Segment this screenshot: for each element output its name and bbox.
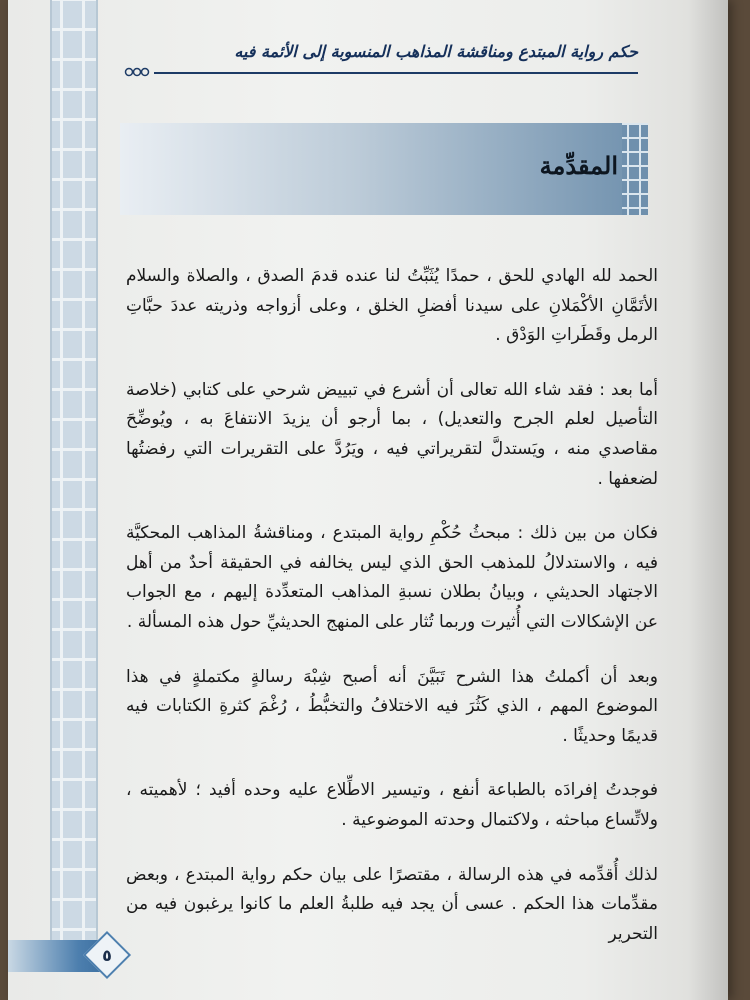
paragraph: لذلك أُقدِّمه في هذه الرسالة ، مقتصرًا على بيان حكم رواية المبتدع ، وبعض مقدِّمات هذا الحكم . عسى أن يجد فيه طلبةُ العلم ما كانوا يرغبون فيه من التحرير	[126, 864, 658, 944]
paragraph: وبعد أن أكملتُ هذا الشرح تَبَيَّنَ أنه أصبح شِبْهَ رسالةٍ مكتملةٍ في هذا الموضوع المهم ، الذي كَثُرَ فيه الاختلافُ والتخبُّطُ ، رُغْمَ كثرةِ الكتابات فيه قديمًا وحديثًا .	[126, 666, 658, 746]
book-page	[8, 0, 728, 1000]
decorative-border	[50, 0, 98, 945]
body-text	[126, 262, 658, 974]
page-header	[118, 38, 638, 84]
banner-pattern	[622, 123, 648, 215]
section-banner	[120, 123, 648, 215]
paragraph: الحمد لله الهادي للحق ، حمدًا يُثَبِّتُ لنا عنده قدمَ الصدق ، والصلاة والسلام الأتَمَّانِ الأكْمَلانِ على سيدنا أفضلِ الخلق ، وعلى أزواجه وذريته عددَ حبَّاتِ الرمل وقَطَراتِ الوَدْق .	[126, 266, 658, 346]
paragraph: فكان من بين ذلك : مبحثُ حُكْمِ رواية المبتدع ، ومناقشةُ المذاهب المحكيَّة فيه ، والاستدلالُ للمذهب الحق الذي ليس يخالفه في الحقيقة أحدٌ من أهل الاجتهاد الحديثي ، وبيانُ بطلان نسبةِ المذاهب المتعدِّدة إليهم ، مع الجواب عن الإشكالات التي أُثيرت وربما تُثار على المنهج الحديثيِّ حول هذه المسألة .	[126, 523, 658, 632]
page-number: ٥	[102, 945, 112, 965]
page-number-badge	[88, 932, 126, 978]
section-title: المقدِّمة	[539, 151, 618, 180]
paragraph: فوجدتُ إفرادَه بالطباعة أنفع ، وتيسير الاطِّلاع عليه وحده أفيد ؛ لأهميته ، ولاتِّساع مباحثه ، ولاكتمال وحدته الموضوعية .	[126, 780, 658, 830]
page-shadow	[688, 0, 728, 1000]
paragraph: أما بعد : فقد شاء الله تعالى أن أشرع في تبييض شرحي على كتابي (خلاصة التأصيل لعلم الجرح والتعديل) ، بما أرجو أن يزيدَ الانتفاعَ به ، ويُوضِّحَ مقاصدي منه ، ويَستدلَّ لتقريراتي فيه ، ويَرُدَّ على التقريرات التي رفضتُها لضعفها .	[126, 379, 658, 489]
running-title: حكم رواية المبتدع ومناقشة المذاهب المنسوبة إلى الأئمة فيه	[234, 42, 638, 61]
header-rule	[154, 72, 638, 74]
floral-ornament-icon	[124, 65, 150, 79]
